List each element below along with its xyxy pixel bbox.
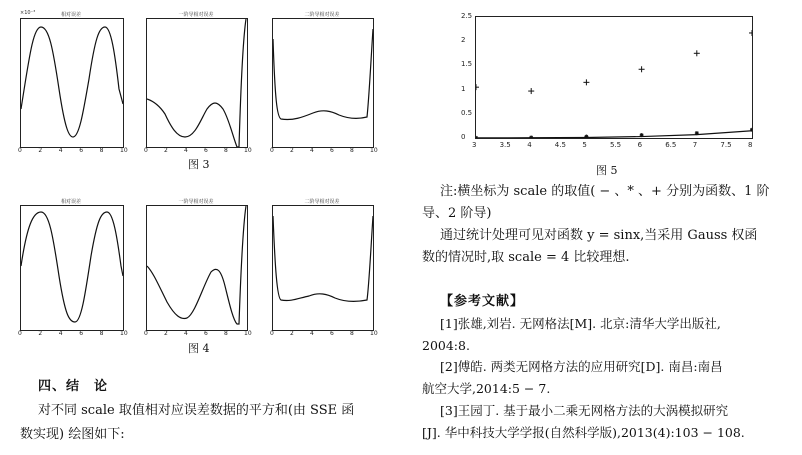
small-x-tick: 2 (164, 330, 168, 337)
fig4-title-2: 一阶导相对误差 (178, 199, 214, 205)
section-paragraph-line2: 数实现) 绘图如下: (20, 427, 125, 442)
fig5-series-line (476, 131, 752, 138)
small-x-tick: 4 (310, 330, 314, 337)
small-x-tick: 10 (120, 330, 128, 337)
small-x-tick: 8 (99, 330, 104, 337)
reference-line-5: [3]王园丁. 基于最小二乘无网格方法的大涡模拟研究 (440, 403, 729, 418)
reference-line-3: [2]傅皓. 两类无网格方法的应用研究[D]. 南昌:南昌 (440, 359, 723, 374)
fig3-curve-3 (273, 19, 373, 147)
fig3-caption: 图 3 (188, 158, 210, 171)
fig5-star-marker (529, 136, 533, 138)
small-x-tick: 0 (144, 330, 148, 337)
fig4-title-3: 二阶导相对误差 (304, 199, 340, 205)
small-x-tick: 0 (270, 147, 274, 154)
small-x-tick: 2 (290, 330, 294, 337)
conclusion-line1: 通过统计处理可见对函数 y = sinx,当采用 Gauss 权函 (440, 228, 758, 243)
small-x-tick: 10 (370, 330, 378, 337)
fig4-title-1: 相对误差 (60, 199, 81, 205)
small-x-tick: 2 (290, 147, 294, 154)
fig3-title-1: 相对误差 (60, 12, 81, 18)
fig5-chart-svg (476, 17, 752, 138)
fig5-note-line1: 注:横坐标为 scale 的取值( − 、* 、+ 分别为函数、1 阶 (440, 184, 770, 199)
small-x-tick: 2 (164, 147, 168, 154)
fig4-curve-2 (147, 206, 247, 330)
small-x-tick: 2 (38, 330, 43, 337)
fig3-exponent-1: ×10⁻³ (20, 10, 36, 16)
small-x-tick: 6 (79, 147, 84, 154)
fig5-plus-marker (528, 88, 534, 94)
fig5-plus-marker (749, 30, 752, 36)
small-x-tick: 10 (244, 330, 252, 337)
fig5-plus-marker (639, 66, 645, 72)
fig5-x-tick: 7.5 (720, 141, 732, 149)
reference-line-1: [1]张雄,刘岩. 无网格法[M]. 北京:清华大学出版社, (440, 316, 721, 331)
fig5-x-tick: 8 (748, 141, 753, 149)
small-x-tick: 4 (310, 147, 314, 154)
small-x-tick: 8 (350, 330, 354, 337)
small-x-tick: 2 (38, 147, 43, 154)
fig4-curve-3 (273, 206, 373, 330)
fig5-y-tick: 0.5 (461, 108, 473, 117)
fig4-plot-second-derivative (272, 205, 374, 331)
fig5-x-tick: 4 (527, 141, 532, 149)
small-x-tick: 6 (204, 330, 208, 337)
reference-line-6: [J]. 华中科技大学学报(自然科学版),2013(4):103 − 108. (422, 425, 745, 440)
small-x-tick: 8 (350, 147, 354, 154)
fig5-x-tick: 4.5 (554, 141, 566, 149)
fig5-note-line2: 导、2 阶导) (422, 206, 492, 221)
conclusion-line2: 数的情况时,取 scale = 4 比较理想. (422, 250, 630, 265)
fig3-plot-relative-error (20, 18, 124, 148)
section-heading: 四、结 论 (38, 379, 109, 394)
fig3-curve-1 (21, 19, 123, 147)
small-x-tick: 6 (79, 330, 84, 337)
fig3-plot-second-derivative (272, 18, 374, 148)
small-x-tick: 8 (224, 147, 228, 154)
fig4-curve-1 (21, 206, 123, 330)
references-heading: 【参考文献】 (440, 294, 525, 309)
small-x-tick: 0 (18, 147, 22, 154)
small-x-tick: 10 (370, 147, 378, 154)
fig5-x-tick: 6 (637, 141, 643, 149)
fig4-caption: 图 4 (188, 342, 210, 355)
fig5-star-marker (584, 135, 588, 138)
fig5-star-marker (640, 133, 644, 137)
small-x-tick: 4 (184, 330, 188, 337)
fig3-title-3: 二阶导相对误差 (304, 12, 340, 18)
small-x-tick: 6 (330, 330, 334, 337)
section-paragraph-line1: 对不同 scale 取值相对应误差数据的平方和(由 SSE 函 (38, 403, 355, 418)
fig5-plus-marker (583, 79, 589, 85)
fig5-x-tick: 5 (582, 141, 587, 149)
fig3-plot-first-derivative (146, 18, 248, 148)
fig5-plus-marker (476, 84, 479, 90)
fig5-star-marker (476, 136, 478, 138)
fig5-x-tick: 5.5 (610, 141, 622, 149)
reference-line-2: 2004:8. (422, 338, 470, 353)
fig5-star-marker (695, 131, 699, 135)
fig5-x-tick: 7 (692, 141, 698, 149)
fig5-y-tick: 2.5 (461, 12, 473, 20)
fig5-y-tick: 2 (461, 36, 466, 45)
small-x-tick: 10 (120, 147, 128, 154)
fig5-x-tick: 3 (472, 141, 477, 149)
fig5-y-tick: 1 (461, 84, 466, 93)
small-x-tick: 0 (144, 147, 148, 154)
fig5-x-tick: 3.5 (499, 141, 511, 149)
small-x-tick: 8 (224, 330, 228, 337)
small-x-tick: 4 (58, 147, 63, 154)
fig4-plot-first-derivative (146, 205, 248, 331)
small-x-tick: 6 (204, 147, 208, 154)
small-x-tick: 10 (244, 147, 252, 154)
fig4-plot-relative-error (20, 205, 124, 331)
fig5-y-tick: 1.5 (461, 60, 473, 69)
reference-line-4: 航空大学,2014:5 − 7. (422, 381, 551, 396)
small-x-tick: 6 (330, 147, 334, 154)
fig5-x-tick: 6.5 (665, 141, 677, 149)
fig5-plus-marker (694, 50, 700, 56)
fig3-title-2: 一阶导相对误差 (178, 12, 214, 18)
small-x-tick: 4 (184, 147, 188, 154)
fig5-y-tick: 0 (461, 133, 466, 141)
fig5-plot-area (475, 16, 753, 139)
small-x-tick: 0 (270, 330, 274, 337)
fig5-caption: 图 5 (596, 164, 618, 177)
fig3-curve-2 (147, 19, 247, 147)
small-x-tick: 0 (18, 330, 22, 337)
small-x-tick: 8 (99, 147, 104, 154)
small-x-tick: 4 (58, 330, 63, 337)
